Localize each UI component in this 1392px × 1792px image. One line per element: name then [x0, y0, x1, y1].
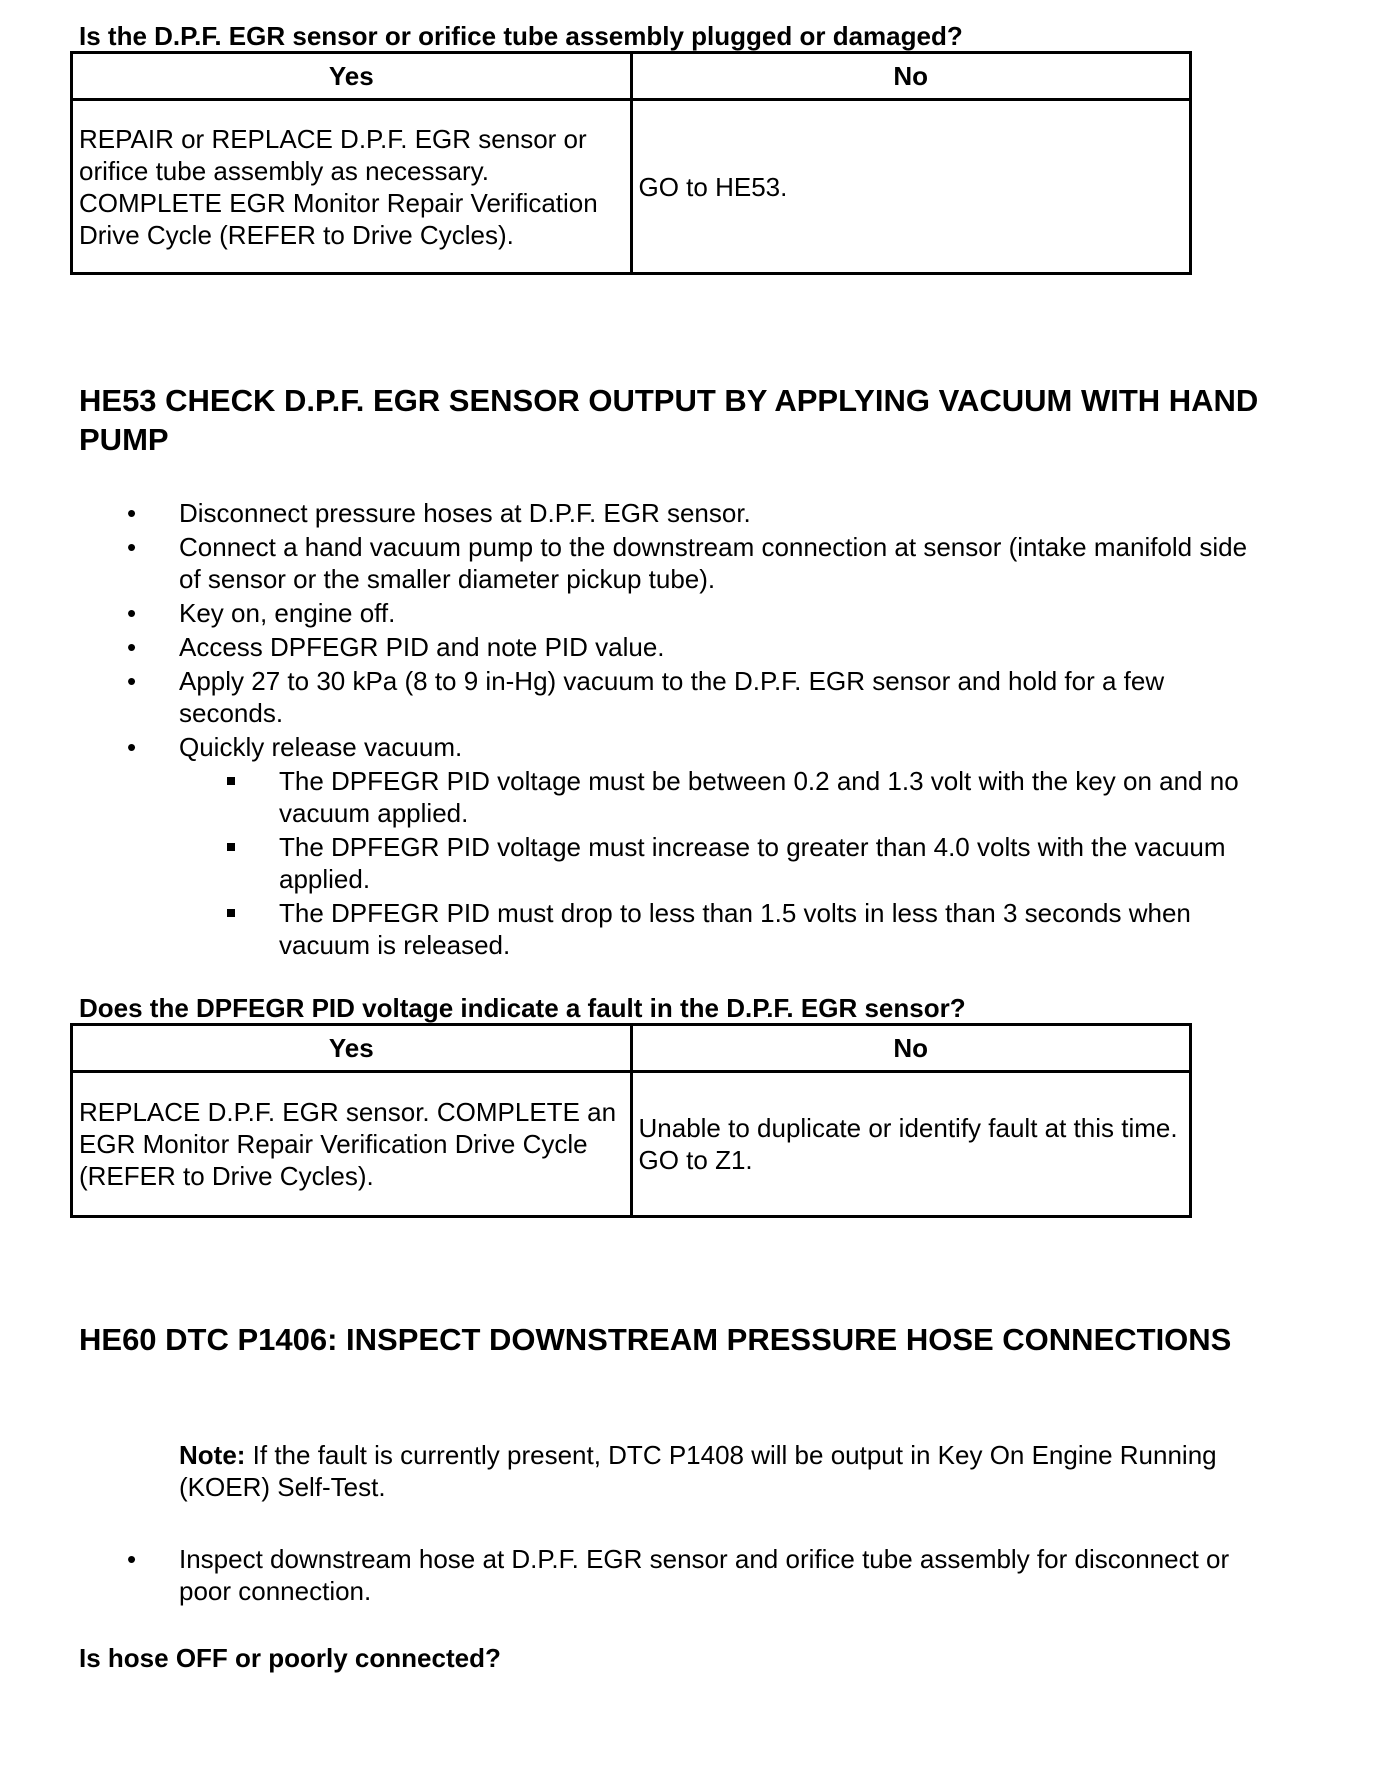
bullet-marker: •	[127, 1544, 137, 1574]
question-3: Is hose OFF or poorly connected?	[79, 1643, 501, 1673]
answer-table-1	[70, 51, 1192, 275]
section-heading-he53: HE53 CHECK D.P.F. EGR SENSOR OUTPUT BY APPLYING VACUUM WITH HAND PUMP	[79, 383, 1259, 457]
note-block	[179, 1439, 1289, 1503]
bullet-marker: •	[127, 498, 137, 528]
list-item: • Key on, engine off.	[127, 598, 396, 628]
yes-header: Yes	[72, 1025, 632, 1072]
sub-list-item: The DPFEGR PID must drop to less than 1.5 volts in less than 3 seconds when vacuum is released.	[79, 897, 1269, 961]
list-item: • Inspect downstream hose at D.P.F. EGR sensor and orifice tube assembly for disconnect or poor connection.	[127, 1544, 1230, 1606]
square-bullet-marker	[227, 909, 235, 917]
no-cell: GO to HE53.	[631, 100, 1191, 274]
yes-header: Yes	[72, 53, 632, 100]
bullet-list-he53	[79, 497, 1269, 963]
bullet-marker: •	[127, 532, 137, 562]
yes-cell: REPAIR or REPLACE D.P.F. EGR sensor or orifice tube assembly as necessary. COMPLETE EGR Monitor Repair Verification Drive Cycle (REFER to Drive Cycles).	[72, 100, 632, 274]
list-item: • Apply 27 to 30 kPa (8 to 9 in-Hg) vacuum to the D.P.F. EGR sensor and hold for a few seconds.	[127, 666, 1165, 728]
no-cell: Unable to duplicate or identify fault at this time. GO to Z1.	[631, 1072, 1191, 1217]
sub-list-item: The DPFEGR PID voltage must be between 0.2 and 1.3 volt with the key on and no vacuum applied.	[79, 765, 1269, 829]
question-2: Does the DPFEGR PID voltage indicate a fault in the D.P.F. EGR sensor?	[79, 993, 966, 1023]
bullet-marker: •	[127, 632, 137, 662]
bullet-marker: •	[127, 598, 137, 628]
note-text: If the fault is currently present, DTC P1408 will be output in Key On Engine Running (KOER) Self-Test.	[179, 1440, 1217, 1502]
no-header: No	[631, 53, 1191, 100]
square-bullet-marker	[227, 777, 235, 785]
bullet-list-he60	[79, 1543, 1269, 1609]
sub-list-item: The DPFEGR PID voltage must increase to greater than 4.0 volts with the vacuum applied.	[79, 831, 1269, 895]
section-heading-he60: HE60 DTC P1406: INSPECT DOWNSTREAM PRESSURE HOSE CONNECTIONS	[79, 1322, 1232, 1357]
list-item: • Quickly release vacuum.	[127, 732, 463, 762]
note-label: Note:	[179, 1440, 246, 1470]
yes-cell: REPLACE D.P.F. EGR sensor. COMPLETE an EGR Monitor Repair Verification Drive Cycle (REFER to Drive Cycles).	[72, 1072, 632, 1217]
list-item: • Connect a hand vacuum pump to the downstream connection at sensor (intake manifold side of sensor or the smaller diameter pickup tube).	[127, 532, 1248, 594]
no-header: No	[631, 1025, 1191, 1072]
answer-table-2	[70, 1023, 1192, 1218]
list-item: • Disconnect pressure hoses at D.P.F. EGR sensor.	[127, 498, 751, 528]
question-1: Is the D.P.F. EGR sensor or orifice tube assembly plugged or damaged?	[79, 21, 963, 51]
bullet-marker: •	[127, 732, 137, 762]
bullet-marker: •	[127, 666, 137, 696]
list-item: • Access DPFEGR PID and note PID value.	[127, 632, 665, 662]
square-bullet-marker	[227, 843, 235, 851]
